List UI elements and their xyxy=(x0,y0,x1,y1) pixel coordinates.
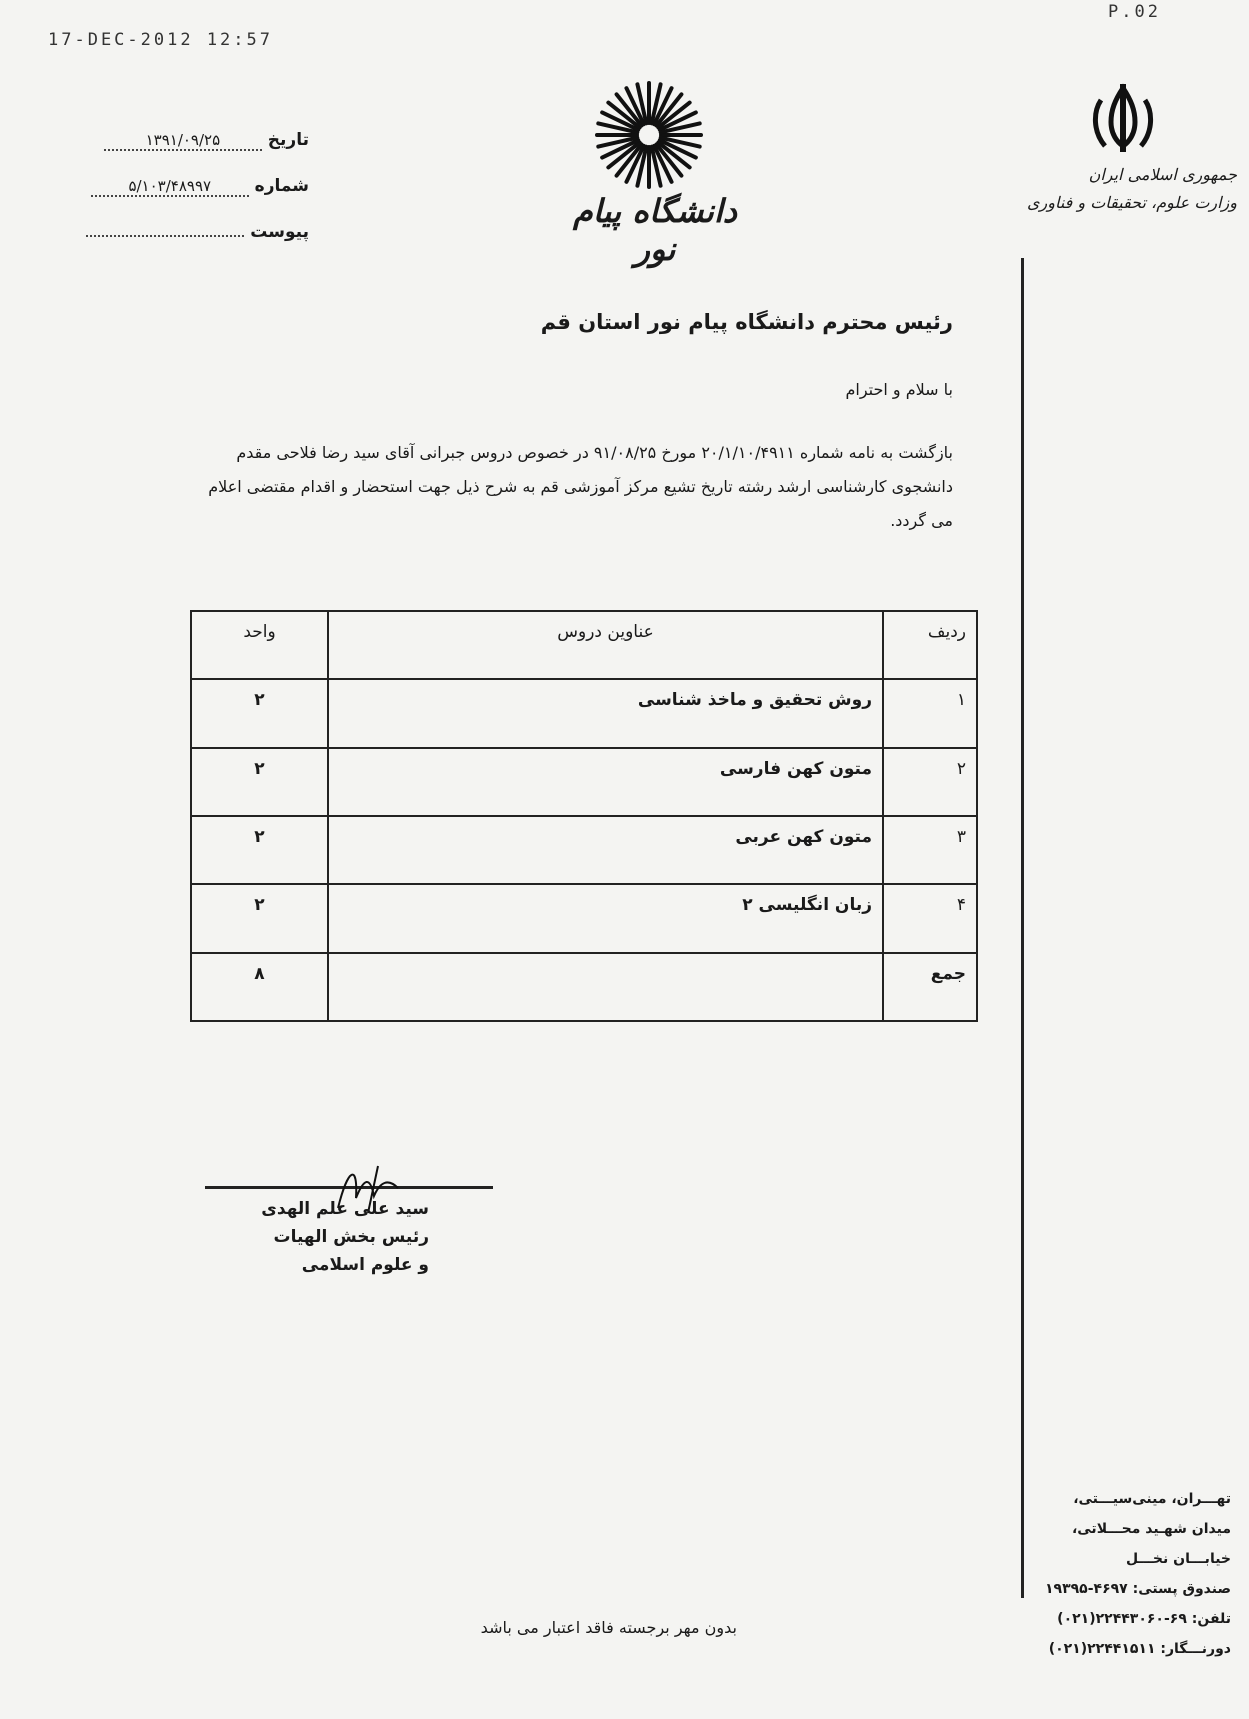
row-number: ۳ xyxy=(883,816,977,884)
table-row xyxy=(191,816,977,884)
greeting: با سلام و احترام xyxy=(845,380,953,399)
letter-body: بازگشت به نامه شماره ۲۰/۱/۱۰/۴۹۱۱ مورخ ۹۱/۰۸/۲۵ در خصوص دروس جبرانی آقای سید رضا فلاحی مقدم دانشجوی کارشناسی ارشد رشته تاریخ تشیع مرکز آموزشی قم به شرح ذیل جهت استحضار و اقدام مقتضی اعلام می گردد. xyxy=(208,443,953,530)
course-title: متون کهن فارسی xyxy=(328,748,883,816)
row-number: ۲ xyxy=(883,748,977,816)
number-value: ۵/۱۰۳/۴۸۹۹۷ xyxy=(91,177,249,197)
header-row-number: ردیف xyxy=(883,611,977,679)
attachment-row xyxy=(86,222,309,242)
university-name: دانشگاه پیام نور xyxy=(572,192,738,268)
table-row xyxy=(191,679,977,747)
courses-table xyxy=(190,610,978,1022)
phone: تلفن: ۶۹-۲۲۴۴۳۰۶۰(۰۲۱) xyxy=(1057,1611,1231,1627)
iran-emblem-icon xyxy=(1087,80,1159,160)
date-value: ۱۳۹۱/۰۹/۲۵ xyxy=(104,131,262,151)
number-row xyxy=(91,176,309,197)
number-label: شماره xyxy=(254,176,309,196)
margin-divider xyxy=(1021,258,1024,1598)
course-title: زبان انگلیسی ۲ xyxy=(328,884,883,952)
fax-timestamp: 17-DEC-2012 12:57 xyxy=(48,30,273,50)
addressee: رئیس محترم دانشگاه پیام نور استان قم xyxy=(540,310,953,334)
table-header-row xyxy=(191,611,977,679)
po-box: صندوق پستی: ۴۶۹۷-۱۹۳۹۵ xyxy=(1044,1581,1231,1597)
date-label: تاریخ xyxy=(267,130,309,150)
address-line-2: میدان شهـید محـــلاتی، xyxy=(1071,1521,1231,1537)
signatory-position-2: و علوم اسلامی xyxy=(301,1255,429,1275)
republic-name: جمهوری اسلامی ایران xyxy=(1088,165,1237,184)
validity-note: بدون مهر برجسته فاقد اعتبار می باشد xyxy=(480,1618,737,1637)
header-course-title: عناوین دروس xyxy=(328,611,883,679)
header-units: واحد xyxy=(191,611,328,679)
course-units: ۲ xyxy=(191,748,328,816)
table-row xyxy=(191,748,977,816)
course-units: ۲ xyxy=(191,884,328,952)
address-line-3: خیابـــان نخـــل xyxy=(1126,1551,1231,1567)
address-line-1: تهـــران، مینی‌سیـــتی، xyxy=(1073,1491,1231,1507)
total-label: جمع xyxy=(883,953,977,1021)
course-units: ۲ xyxy=(191,679,328,747)
course-units: ۲ xyxy=(191,816,328,884)
table-total-row xyxy=(191,953,977,1021)
signatory-position: رئیس بخش الهیات xyxy=(273,1227,429,1247)
course-title: متون کهن عربی xyxy=(328,816,883,884)
attachment-label: پیوست xyxy=(250,222,309,242)
ministry-name: وزارت علوم، تحقیقات و فناوری xyxy=(1027,193,1237,212)
row-number: ۱ xyxy=(883,679,977,747)
fax-number: دورنـــگار: ۲۲۴۴۱۵۱۱(۰۲۱) xyxy=(1048,1641,1231,1657)
fax-page-number: P.02 xyxy=(1108,2,1161,22)
date-row xyxy=(104,130,309,151)
course-title: روش تحقیق و ماخذ شناسی xyxy=(328,679,883,747)
row-number: ۴ xyxy=(883,884,977,952)
signatory-name: سید علی علم الهدی xyxy=(261,1199,429,1219)
table-row xyxy=(191,884,977,952)
total-empty-cell xyxy=(328,953,883,1021)
address-block xyxy=(1031,1484,1231,1664)
payame-noor-logo-icon xyxy=(594,80,704,190)
total-units: ۸ xyxy=(191,953,328,1021)
attachment-value xyxy=(86,235,244,237)
